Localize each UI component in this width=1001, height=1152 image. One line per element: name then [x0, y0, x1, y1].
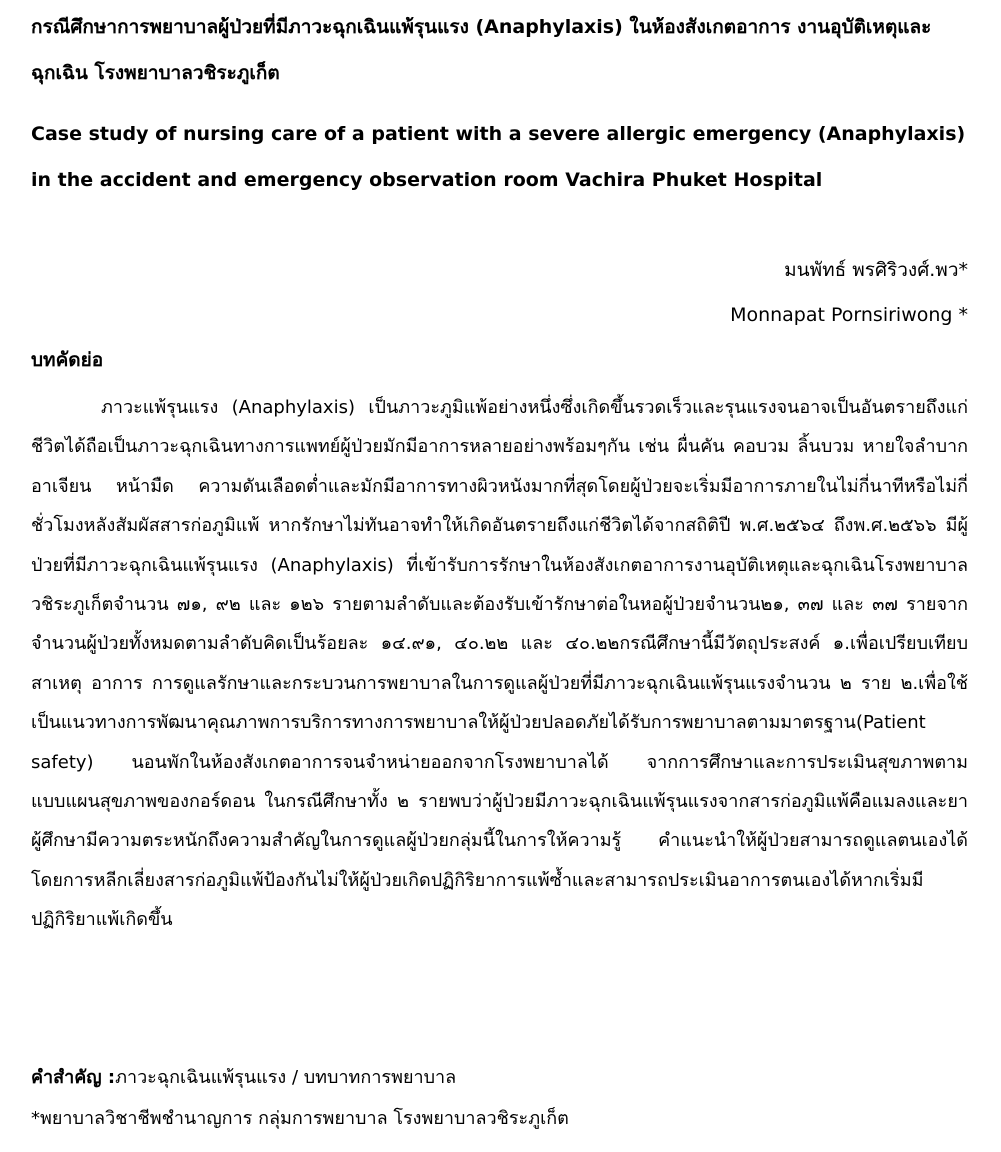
title-thai: กรณีศึกษาการพยาบาลผู้ป่วยที่มีภาวะฉุกเฉินแพ้รุนแรง (Anaphylaxis) ในห้องสังเกตอาการ งานอุบัติเหตุและฉุกเฉิน โรงพยาบาลวชิระภูเก็ต	[31, 16, 932, 84]
keywords-label: คำสำคัญ :	[31, 1067, 116, 1088]
abstract-heading: บทคัดย่อ	[31, 349, 104, 371]
keywords-line	[31, 1060, 456, 1096]
author-name-thai: มนพัทธ์ พรศิริวงศ์.พว*	[784, 259, 968, 281]
title-english: Case study of nursing care of a patient with a severe allergic emergency (Anaphylaxis) in the accident and emergency observation room Vachira Phuket Hospital	[31, 123, 966, 191]
abstract-body: ภาวะแพ้รุนแรง (Anaphylaxis) เป็นภาวะภูมิแพ้อย่างหนึ่งซึ่งเกิดขึ้นรวดเร็วและรุนแรงจนอาจเป็นอันตรายถึงแก่ชีวิตได้ถือเป็นภาวะฉุกเฉินทางการแพทย์ผู้ป่วยมักมีอาการหลายอย่างพร้อมๆกัน เช่น ผื่นคัน คอบวม ลิ้นบวม หายใจลำบาก อาเจียน หน้ามืด ความดันเลือดต่ำและมักมีอาการทางผิวหนังมากที่สุดโดยผู้ป่วยจะเริ่มมีอาการภายในไม่กี่นาทีหรือไม่กี่ชั่วโมงหลังสัมผัสสารก่อภูมิแพ้ หากรักษาไม่ทันอาจทำให้เกิดอันตรายถึงแก่ชีวิตได้จากสถิติปี พ.ศ.๒๕๖๔ ถึงพ.ศ.๒๕๖๖ มีผู้ป่วยที่มีภาวะฉุกเฉินแพ้รุนแรง (Anaphylaxis) ที่เข้ารับการรักษาในห้องสังเกตอาการงานอุบัติเหตุและฉุกเฉินโรงพยาบาลวชิระภูเก็ตจำนวน ๗๑, ๙๒ และ ๑๒๖ รายตามลำดับและต้องรับเข้ารักษาต่อในหอผู้ป่วยจำนวน๒๑, ๓๗ และ ๓๗ รายจากจำนวนผู้ป่วยทั้งหมดตามลำดับคิดเป็นร้อยละ ๑๔.๙๑, ๔๐.๒๒ และ ๔๐.๒๒กรณีศึกษานี้มีวัตถุประสงค์ ๑.เพื่อเปรียบเทียบ สาเหตุ อาการ การดูแลรักษาและกระบวนการพยาบาลในการดูแลผู้ป่วยที่มีภาวะฉุกเฉินแพ้รุนแรงจำนวน ๒ ราย ๒.เพื่อใช้เป็นแนวทางการพัฒนาคุณภาพการบริการทางการพยาบาลให้ผู้ป่วยปลอดภัยได้รับการพยาบาลตามมาตรฐาน(Patient safety) นอนพักในห้องสังเกตอาการจนจำหน่ายออกจากโรงพยาบาลได้ จากการศึกษาและการประเมินสุขภาพตามแบบแผนสุขภาพของกอร์ดอน ในกรณีศึกษาทั้ง ๒ รายพบว่าผู้ป่วยมีภาวะฉุกเฉินแพ้รุนแรงจากสารก่อภูมิแพ้คือแมลงและยา ผู้ศึกษามีความตระหนักถึงความสำคัญในการดูแลผู้ป่วยกลุ่มนี้ในการให้ความรู้ คำแนะนำให้ผู้ป่วยสามารถดูแลตนเองได้โดยการหลีกเลี่ยงสารก่อภูมิแพ้ป้องกันไม่ให้ผู้ป่วยเกิดปฏิกิริยาการแพ้ซ้ำและสามารถประเมินอาการตนเองได้หากเริ่มมีปฏิกิริยาแพ้เกิดขึ้น	[31, 397, 969, 931]
author-name-english: Monnapat Pornsiriwong *	[730, 304, 968, 326]
author-affiliation-footnote: *พยาบาลวิชาชีพชำนาญการ กลุ่มการพยาบาล โรงพยาบาลวชิระภูเก็ต	[31, 1108, 569, 1129]
keywords-text: ภาวะฉุกเฉินแพ้รุนแรง / บทบาทการพยาบาล	[115, 1067, 457, 1088]
